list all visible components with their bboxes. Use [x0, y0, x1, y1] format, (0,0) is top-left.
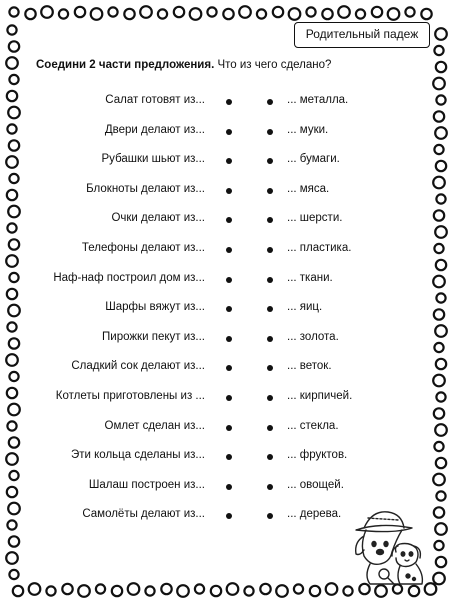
border-ring [78, 585, 90, 597]
instruction [36, 59, 331, 71]
border-ring [322, 9, 332, 19]
border-ring [46, 586, 55, 595]
sentence-end: ... стекла. [287, 419, 339, 432]
topic-badge: Родительный падеж [294, 22, 430, 48]
sentence-end: ... муки. [287, 123, 329, 136]
match-row [0, 208, 453, 228]
border-ring [289, 8, 301, 20]
border-ring [436, 557, 446, 567]
border-ring [41, 6, 53, 18]
sentence-end: ... металла. [287, 94, 349, 106]
sentence-start: Блокноты делают из... [86, 182, 205, 195]
border-ring [433, 573, 445, 585]
border-ring [294, 584, 303, 593]
border-ring [273, 7, 283, 17]
left-connect-dot[interactable] [226, 129, 232, 135]
border-ring [190, 8, 202, 20]
border-ring [433, 375, 445, 387]
left-connect-dot[interactable] [226, 336, 232, 342]
border-ring [96, 584, 105, 593]
border-ring [59, 9, 68, 18]
sentence-start: Рубашки шьют из... [101, 153, 205, 166]
right-connect-dot[interactable] [267, 158, 273, 164]
sentence-end: ... ткани. [287, 271, 333, 284]
border-ring [405, 7, 414, 16]
border-ring [211, 586, 221, 596]
instruction-bold: Соедини 2 части предложения. [36, 59, 215, 71]
left-connect-dot[interactable] [226, 425, 232, 431]
sentence-end: ... веток. [287, 360, 332, 373]
border-ring [207, 7, 216, 16]
dog-detective-illustration [350, 506, 426, 586]
sentence-end: ... пластика. [287, 242, 352, 254]
match-row [0, 179, 453, 199]
left-connect-dot[interactable] [226, 158, 232, 164]
border-ring [434, 46, 443, 55]
border-ring [9, 75, 18, 84]
border-ring [306, 7, 315, 16]
border-ring [108, 7, 117, 16]
border-ring [433, 78, 445, 90]
sentence-start: Очки делают из... [111, 212, 205, 225]
border-ring [244, 586, 253, 595]
right-connect-dot[interactable] [267, 247, 273, 253]
left-connect-dot[interactable] [226, 99, 232, 105]
border-ring [6, 57, 18, 69]
sentence-start: Шарфы вяжут из... [105, 301, 205, 314]
border-ring [343, 586, 352, 595]
sentence-start: Сладкий сок делают из... [71, 360, 205, 373]
sentence-end: ... дерева. [287, 508, 342, 521]
right-connect-dot[interactable] [267, 129, 273, 135]
border-ring [177, 585, 189, 597]
border-ring [161, 584, 171, 594]
match-row [0, 120, 453, 140]
match-row [0, 238, 453, 258]
sentence-end: ... бумаги. [287, 153, 340, 166]
right-connect-dot[interactable] [267, 365, 273, 371]
match-row [0, 356, 453, 376]
sentence-start: Шалаш построен из... [88, 478, 205, 491]
left-connect-dot[interactable] [226, 484, 232, 490]
border-ring [112, 586, 122, 596]
match-row [0, 445, 453, 465]
sentence-start: Самолёты делают из... [82, 508, 205, 521]
border-ring [124, 9, 134, 19]
left-connect-dot[interactable] [226, 513, 232, 519]
instruction-question: Что из чего сделано? [217, 59, 332, 71]
match-row [0, 90, 453, 110]
right-connect-dot[interactable] [267, 484, 273, 490]
border-ring [9, 7, 18, 16]
border-ring [140, 6, 152, 18]
sentence-end: ... овощей. [287, 478, 344, 491]
left-connect-dot[interactable] [226, 306, 232, 312]
sentence-start: Омлет сделан из... [104, 419, 205, 432]
border-ring [276, 585, 288, 597]
sentence-end: ... фруктов. [287, 449, 348, 462]
right-connect-dot[interactable] [267, 217, 273, 223]
border-ring [6, 552, 18, 564]
border-ring [25, 9, 35, 19]
border-ring [223, 9, 233, 19]
left-connect-dot[interactable] [226, 247, 232, 253]
border-ring [174, 7, 184, 17]
right-connect-dot[interactable] [267, 188, 273, 194]
border-ring [158, 9, 167, 18]
border-ring [62, 584, 72, 594]
border-ring [91, 8, 103, 20]
border-ring [9, 536, 19, 546]
border-ring [356, 9, 365, 18]
border-ring [9, 570, 18, 579]
border-ring [310, 586, 320, 596]
border-ring [372, 7, 382, 17]
right-connect-dot[interactable] [267, 454, 273, 460]
sentence-start: Пирожки пекут из... [102, 330, 205, 343]
border-ring [326, 583, 338, 595]
border-ring [434, 541, 443, 550]
border-ring [409, 586, 419, 596]
sentence-start: Салат готовят из... [105, 94, 205, 106]
right-connect-dot[interactable] [267, 99, 273, 105]
sentence-end: ... кирпичей. [287, 390, 353, 402]
right-connect-dot[interactable] [267, 395, 273, 401]
match-row [0, 149, 453, 169]
right-connect-dot[interactable] [267, 277, 273, 283]
match-row [0, 268, 453, 288]
right-connect-dot[interactable] [267, 306, 273, 312]
sentence-start: Эти кольца сделаны из... [70, 449, 205, 462]
left-connect-dot[interactable] [226, 395, 232, 401]
border-ring [388, 8, 400, 20]
match-row [0, 416, 453, 436]
right-connect-dot[interactable] [267, 336, 273, 342]
border-ring [227, 583, 239, 595]
border-ring [75, 7, 85, 17]
border-ring [435, 28, 447, 40]
border-ring [436, 62, 446, 72]
border-ring [9, 41, 19, 51]
right-connect-dot[interactable] [267, 513, 273, 519]
border-ring [13, 586, 23, 596]
match-row [0, 475, 453, 495]
border-ring [375, 585, 387, 597]
match-row [0, 297, 453, 317]
border-ring [257, 9, 266, 18]
sentence-start: Котлеты приготовлены из ... [55, 390, 205, 402]
left-connect-dot[interactable] [226, 277, 232, 283]
border-ring [425, 583, 437, 595]
sentence-end: ... шерсти. [287, 212, 343, 225]
border-ring [7, 25, 16, 34]
left-connect-dot[interactable] [226, 217, 232, 223]
left-connect-dot[interactable] [226, 365, 232, 371]
right-connect-dot[interactable] [267, 425, 273, 431]
match-row [0, 327, 453, 347]
sentence-start: Наф-наф построил дом из... [53, 271, 205, 284]
border-ring [260, 584, 270, 594]
sentence-end: ... золота. [287, 330, 339, 343]
border-ring [145, 586, 154, 595]
border-ring [435, 523, 447, 535]
border-ring [239, 6, 251, 18]
sentence-start: Телефоны делают из... [81, 242, 205, 254]
border-ring [338, 6, 350, 18]
border-ring [29, 583, 41, 595]
border-ring [128, 583, 140, 595]
left-connect-dot[interactable] [226, 188, 232, 194]
sentence-start: Двери делают из... [104, 123, 205, 136]
match-row [0, 386, 453, 406]
left-connect-dot[interactable] [226, 454, 232, 460]
sentence-end: ... мяса. [287, 182, 330, 195]
border-ring [421, 9, 431, 19]
sentence-end: ... яиц. [287, 301, 323, 314]
border-ring [195, 584, 204, 593]
